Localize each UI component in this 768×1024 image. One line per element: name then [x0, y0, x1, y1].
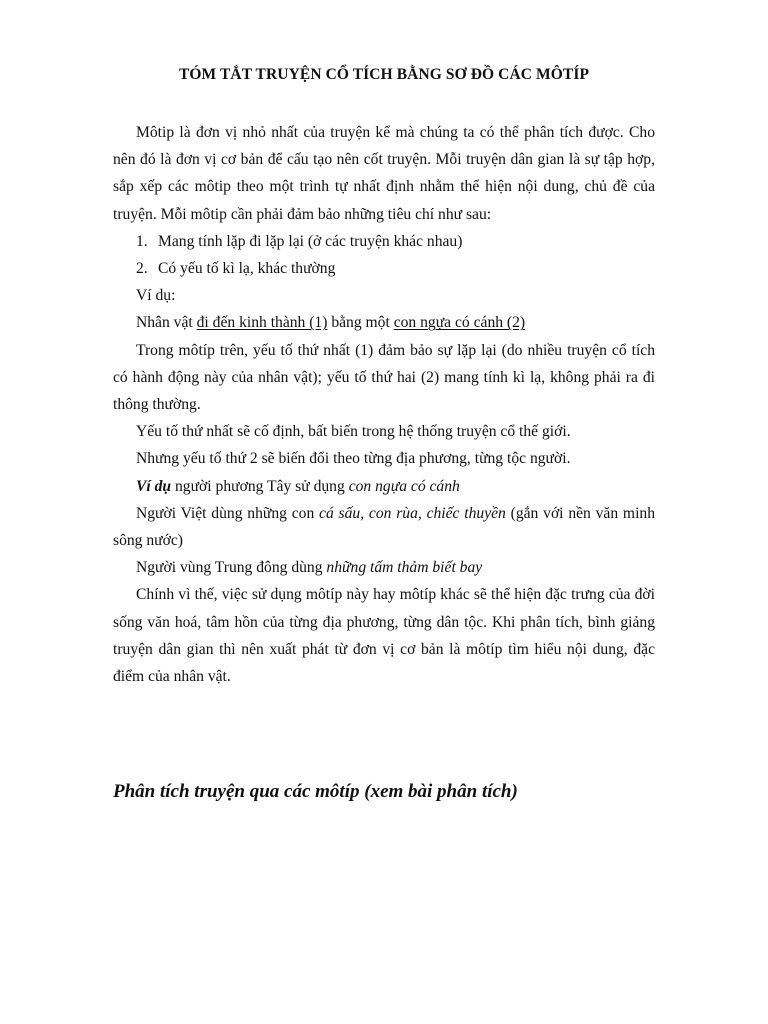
criteria-number: 2.: [136, 260, 148, 278]
document-body: [113, 119, 655, 690]
vietnam-example-paragraph: [113, 500, 655, 554]
criteria-text: Mang tính lặp đi lặp lại (ở các truyện khác nhau): [158, 232, 463, 250]
variable-element-line: Nhưng yếu tố thứ 2 sẽ biến đổi theo từng địa phương, từng tộc người.: [136, 450, 571, 468]
analysis-paragraph: Trong môtíp trên, yếu tố thứ nhất (1) đảm bảo sự lặp lại (do nhiều truyện cổ tích có hành động này của nhân vật); yếu tố thứ hai (2) mang tính kì lạ, không phải ra đi thông thường.: [113, 341, 655, 414]
example-underlined-1: đi đến kinh thành (1): [196, 314, 328, 332]
conclusion-paragraph: Chính vì thế, việc sử dụng môtíp này hay môtíp khác sẽ thể hiện đặc trưng của đời sống văn hoá, tâm hồn của từng địa phương, từng dân tộc. Khi phân tích, bình giảng truyện dân gian thì nên xuất phát từ đơn vị cơ bản là môtíp tìm hiểu nội dung, đặc điểm của nhân vật.: [113, 586, 655, 686]
vietnam-example-rest: (gắn với nền văn minh sông nước): [113, 504, 655, 550]
page-title: TÓM TẮT TRUYỆN CỔ TÍCH BẰNG SƠ ĐỒ CÁC MÔTÍP: [178, 66, 590, 83]
vietnam-example-text: Người Việt dùng những con: [136, 504, 320, 522]
example-label: Ví dụ:: [136, 287, 176, 305]
vietnam-example-italic: cá sấu, con rùa, chiếc thuyền: [319, 504, 506, 522]
criteria-item-1: [113, 228, 655, 255]
section-heading: Phân tích truyện qua các môtíp (xem bài phân tích): [113, 781, 518, 802]
west-example-label: Ví dụ: [136, 477, 172, 495]
west-example-italic: con ngựa có cánh: [348, 477, 460, 495]
example-part-1: Nhân vật: [136, 314, 197, 332]
middle-east-example-text: Người vùng Trung đông dùng: [136, 559, 327, 577]
criteria-text: Có yếu tố kì lạ, khác thường: [158, 260, 336, 278]
fixed-element-line: Yếu tố thứ nhất sẽ cố định, bất biến trong hệ thống truyện cổ thế giới.: [136, 423, 571, 441]
middle-east-example-italic: những tấm thảm biết bay: [326, 559, 483, 577]
example-part-2: bằng một: [327, 314, 394, 332]
intro-paragraph: Môtip là đơn vị nhỏ nhất của truyện kể mà chúng ta có thể phân tích được. Cho nên đó là đơn vị cơ bản để cấu tạo nên cốt truyện. Mỗi truyện dân gian là sự tập hợp, sắp xếp các môtip theo một trình tự nhất định nhằm thể hiện nội dung, chủ đề của truyện. Mỗi môtip cần phải đảm bảo những tiêu chí như sau:: [113, 124, 655, 223]
west-example-text: người phương Tây sử dụng: [171, 477, 349, 495]
criteria-number: 1.: [136, 232, 148, 250]
west-example-line: [113, 473, 655, 500]
example-sentence: [113, 309, 655, 336]
middle-east-example-line: [113, 554, 655, 581]
criteria-item-2: [113, 255, 655, 282]
example-underlined-2: con ngựa có cánh (2): [393, 314, 526, 332]
